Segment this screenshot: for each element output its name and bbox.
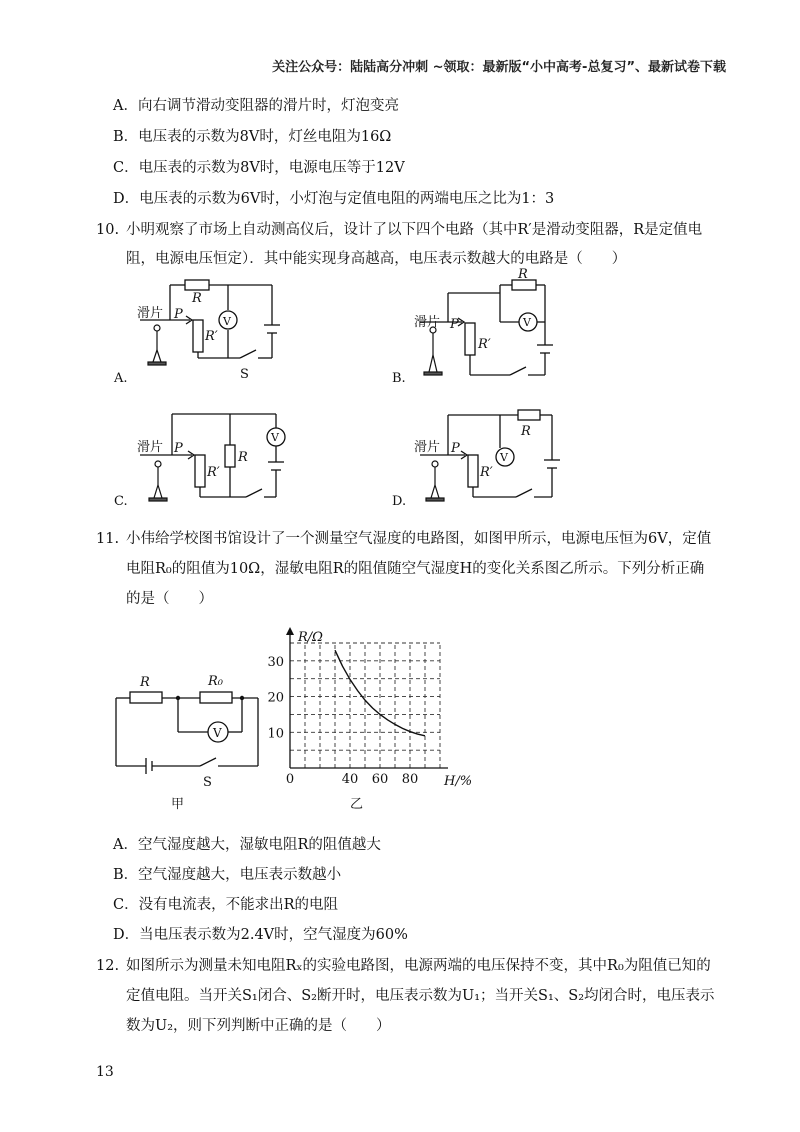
q11-option-d: D．当电压表示数为2.4V时，空气湿度为60% <box>113 927 408 943</box>
q11-option-b: B．空气湿度越大，电压表示数越小 <box>113 867 342 883</box>
q11-option-c: C．没有电流表，不能求出R的电阻 <box>113 897 339 913</box>
q9-option-a: A．向右调节滑动变阻器的滑片时，灯泡变亮 <box>113 98 399 114</box>
svg-text:P: P <box>174 307 183 322</box>
q9-option-d: D．电压表的示数为6V时，小灯泡与定值电阻的两端电压之比为1：3 <box>113 191 555 207</box>
q12-number: 12. <box>96 958 120 974</box>
svg-text:V: V <box>500 451 508 464</box>
svg-text:V: V <box>523 316 531 329</box>
svg-text:R: R <box>238 450 248 465</box>
svg-text:R: R <box>521 424 531 439</box>
q11-stem-line1: 小伟给学校图书馆设计了一个测量空气湿度的电路图，如图甲所示，电源电压恒为6V，定值 <box>126 531 712 547</box>
c11-caption: 甲 <box>171 797 185 812</box>
svg-text:R′: R′ <box>478 337 491 352</box>
svg-text:R: R <box>518 267 528 282</box>
q9-option-b: B．电压表的示数为8V时，灯丝电阻为16Ω <box>113 129 392 145</box>
y-axis-label: R/Ω <box>298 630 323 645</box>
svg-text:R: R <box>192 291 202 306</box>
svg-text:V: V <box>223 315 231 328</box>
y-tick-label: 10 <box>267 726 284 742</box>
x-tick-label: 40 <box>341 772 359 787</box>
svg-text:R′: R′ <box>207 465 220 480</box>
q10-number: 10. <box>96 222 120 238</box>
svg-text:P: P <box>451 441 460 456</box>
svg-text:S: S <box>203 775 212 790</box>
c11-r-label: R <box>140 675 150 690</box>
q10-stem-line2: 阻，电源电压恒定）．其中能实现身高越高，电压表示数越大的电路是（ ） <box>126 251 627 267</box>
header-banner: 关注公众号：陆陆高分冲刺 ~领取：最新版“小中高考-总复习”、最新试卷下载 <box>272 60 726 75</box>
svg-text:P: P <box>174 441 183 456</box>
y-axis-arrow <box>286 627 294 635</box>
svg-text:P: P <box>450 317 459 332</box>
y-tick-label: 30 <box>267 654 284 670</box>
svg-text:R′: R′ <box>480 465 493 480</box>
q11-stem-line3: 的是（ ） <box>126 591 213 607</box>
x-tick-label: 80 <box>401 772 419 787</box>
svg-text:V: V <box>271 431 279 444</box>
q12-stem-line2: 定值电阻。当开关S₁闭合、S₂断开时，电压表示数为U₁；当开关S₁、S₂均闭合时，电压表示 <box>126 988 715 1004</box>
svg-text:滑片: 滑片 <box>414 440 441 455</box>
q11-stem-line2: 电阻R₀的阻值为10Ω，湿敏电阻R的阻值随空气湿度H的变化关系图乙所示。下列分析正确 <box>126 561 705 577</box>
c10a-slider-label: 滑片 <box>137 306 164 321</box>
chart-caption: 乙 <box>350 797 364 812</box>
q12-stem-line3: 数为U₂，则下列判断中正确的是（ ） <box>126 1018 391 1034</box>
svg-text:S: S <box>240 367 249 382</box>
q12-stem-line1: 如图所示为测量未知电阻Rₓ的实验电路图，电源两端的电压保持不变，其中R₀为阻值已知的 <box>126 958 711 974</box>
page-number: 13 <box>96 1064 114 1080</box>
y-tick-label: 20 <box>267 690 284 706</box>
c10-label-c: C. <box>114 494 128 509</box>
c10-label-d: D. <box>392 494 407 509</box>
q9-option-c: C．电压表的示数为8V时，电源电压等于12V <box>113 160 405 176</box>
c10-label-a: A. <box>114 371 128 386</box>
svg-text:滑片: 滑片 <box>414 315 441 330</box>
svg-text:R′: R′ <box>205 329 218 344</box>
x-tick-label: 60 <box>371 772 389 787</box>
svg-text:V: V <box>213 726 222 740</box>
c10-label-b: B. <box>392 371 406 386</box>
svg-text:滑片: 滑片 <box>137 440 164 455</box>
x-tick-label: 0 <box>285 772 295 787</box>
q11-number: 11. <box>96 531 120 547</box>
c11-r0-label: R₀ <box>208 674 223 689</box>
humidity-chart <box>260 608 473 813</box>
x-axis-label: H/% <box>444 774 473 789</box>
q11-option-a: A．空气湿度越大，湿敏电阻R的阻值越大 <box>113 837 381 853</box>
q10-stem-line1: 小明观察了市场上自动测高仪后，设计了以下四个电路（其中R′是滑动变阻器，R是定值电 <box>126 222 703 238</box>
